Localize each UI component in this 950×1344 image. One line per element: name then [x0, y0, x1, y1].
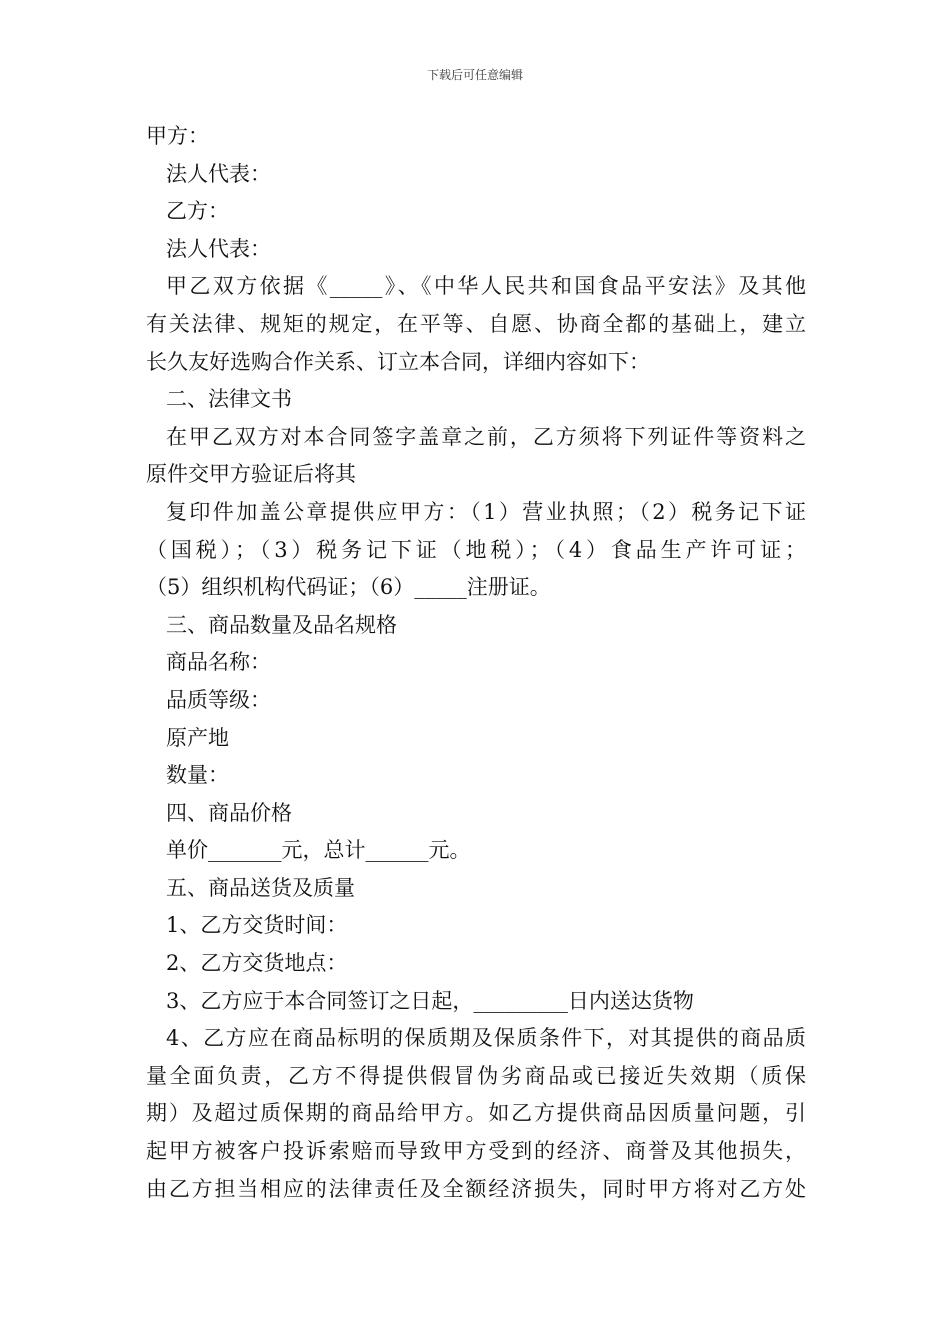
price-line: 单价_______元，总计______元。 [166, 838, 471, 863]
section-2-line-4: （国税）；（3）税务记下证（地税）；（4）食品生产许可证； [146, 537, 806, 562]
delivery-time-line: 1、乙方交货时间： [166, 913, 348, 938]
delivery-deadline-line: 3、乙方应于本合同签订之日起，_________日内送达货物 [166, 988, 694, 1013]
preamble-line-2: 有关法律、规矩的规定，在平等、自愿、协商全都的基础上，建立 [146, 311, 806, 336]
party-a-line: 甲方： [146, 124, 209, 148]
quality-clause-line-3: 期）及超过质保期的商品给甲方。如乙方提供商品因质量问题，引 [146, 1101, 806, 1126]
quantity-line: 数量： [166, 763, 229, 788]
section-3-heading: 三、商品数量及品名规格 [166, 612, 397, 637]
section-2-line-3: 复印件加盖公章提供应甲方：（1）营业执照；（2）税务记下证 [166, 499, 806, 524]
delivery-place-line: 2、乙方交货地点： [166, 951, 348, 976]
page-header: 下载后可任意编辑 [426, 68, 523, 82]
party-a-representative-line: 法人代表： [166, 161, 271, 186]
preamble-line-3: 长久友好选购合作关系、订立本合同，详细内容如下： [146, 349, 650, 374]
quality-clause-line-2: 量全面负责，乙方不得提供假冒伪劣商品或已接近失效期（质保 [146, 1063, 806, 1088]
origin-line: 原产地 [166, 725, 229, 750]
quality-grade-line: 品质等级： [166, 687, 271, 712]
party-b-line: 乙方： [166, 199, 229, 224]
quality-clause-line-1: 4、乙方应在商品标明的保质期及保质条件下，对其提供的商品质 [166, 1026, 806, 1051]
quality-clause-line-5: 由乙方担当相应的法律责任及全额经济损失，同时甲方将对乙方处 [146, 1176, 806, 1201]
section-4-heading: 四、商品价格 [166, 800, 292, 825]
section-5-heading: 五、商品送货及质量 [166, 875, 355, 900]
party-b-representative-line: 法人代表： [166, 236, 271, 261]
section-2-heading: 二、法律文书 [166, 387, 292, 412]
preamble-line-1: 甲乙双方依据《_____》、《中华人民共和国食品平安法》及其他 [166, 274, 806, 299]
quality-clause-line-4: 起甲方被客户投诉索赔而导致甲方受到的经济、商誉及其他损失， [146, 1139, 806, 1164]
product-name-line: 商品名称： [166, 650, 271, 675]
document-body [146, 118, 806, 1208]
section-2-line-5: （5）组织机构代码证；（6）_____注册证。 [146, 575, 551, 600]
section-2-line-1: 在甲乙双方对本合同签字盖章之前，乙方须将下列证件等资料之 [166, 424, 806, 449]
section-2-line-2: 原件交甲方验证后将其 [146, 462, 356, 487]
